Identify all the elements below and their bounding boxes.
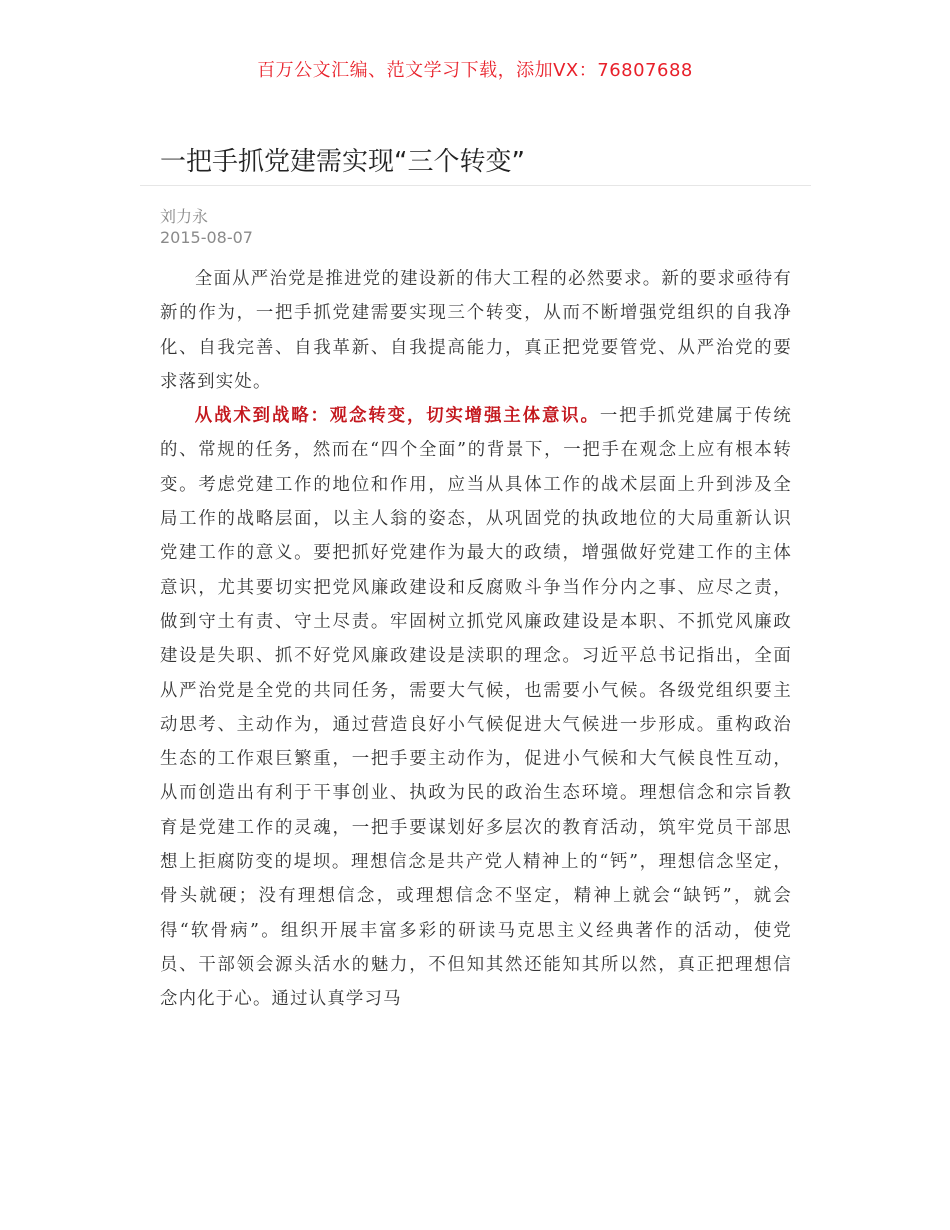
promo-banner: 百万公文汇编、范文学习下载，添加VX：76807688: [257, 60, 693, 81]
article-author: 刘力永: [160, 207, 209, 226]
article-date: 2015-08-07: [160, 228, 253, 247]
paragraph-2: [160, 399, 792, 1016]
paragraph-1-text: 全面从严治党是推进党的建设新的伟大工程的必然要求。新的要求亟待有新的作为，一把手抓党建需要实现三个转变，从而不断增强党组织的自我净化、自我完善、自我革新、自我提高能力，真正把党要管党、从严治党的要求落到实处。: [160, 269, 792, 392]
article-body: [160, 262, 792, 1017]
article-title: 一把手抓党建需实现“三个转变”: [160, 147, 525, 177]
paragraph-2-heading: 从战术到战略：观念转变，切实增强主体意识。: [194, 406, 600, 427]
title-divider: [140, 185, 811, 186]
paragraph-1: [160, 262, 792, 399]
paragraph-2-text: 一把手抓党建属于传统的、常规的任务，然而在“四个全面”的背景下，一把手在观念上应有根本转变。考虑党建工作的地位和作用，应当从具体工作的战术层面上升到涉及全局工作的战略层面，以主人翁的姿态，从巩固党的执政地位的大局重新认识党建工作的意义。要把抓好党建作为最大的政绩，增强做好党建工作的主体意识，尤其要切实把党风廉政建设和反腐败斗争当作分内之事、应尽之责，做到守土有责、守土尽责。牢固树立抓党风廉政建设是本职、不抓党风廉政建设是失职、抓不好党风廉政建设是渎职的理念。习近平总书记指出，全面从严治党是全党的共同任务，需要大气候，也需要小气候。各级党组织要主动思考、主动作为，通过营造良好小气候促进大气候进一步形成。重构政治生态的工作艰巨繁重，一把手要主动作为，促进小气候和大气候良性互动，从而创造出有利于干事创业、执政为民的政治生态环境。理想信念和宗旨教育是党建工作的灵魂，一把手要谋划好多层次的教育活动，筑牢党员干部思想上拒腐防变的堤坝。理想信念是共产党人精神上的“钙”，理想信念坚定，骨头就硬；没有理想信念，或理想信念不坚定，精神上就会“缺钙”，就会得“软骨病”。组织开展丰富多彩的研读马克思主义经典著作的活动，使党员、干部领会源头活水的魅力，不但知其然还能知其所以然，真正把理想信念内化于心。通过认真学习马: [160, 406, 792, 1010]
